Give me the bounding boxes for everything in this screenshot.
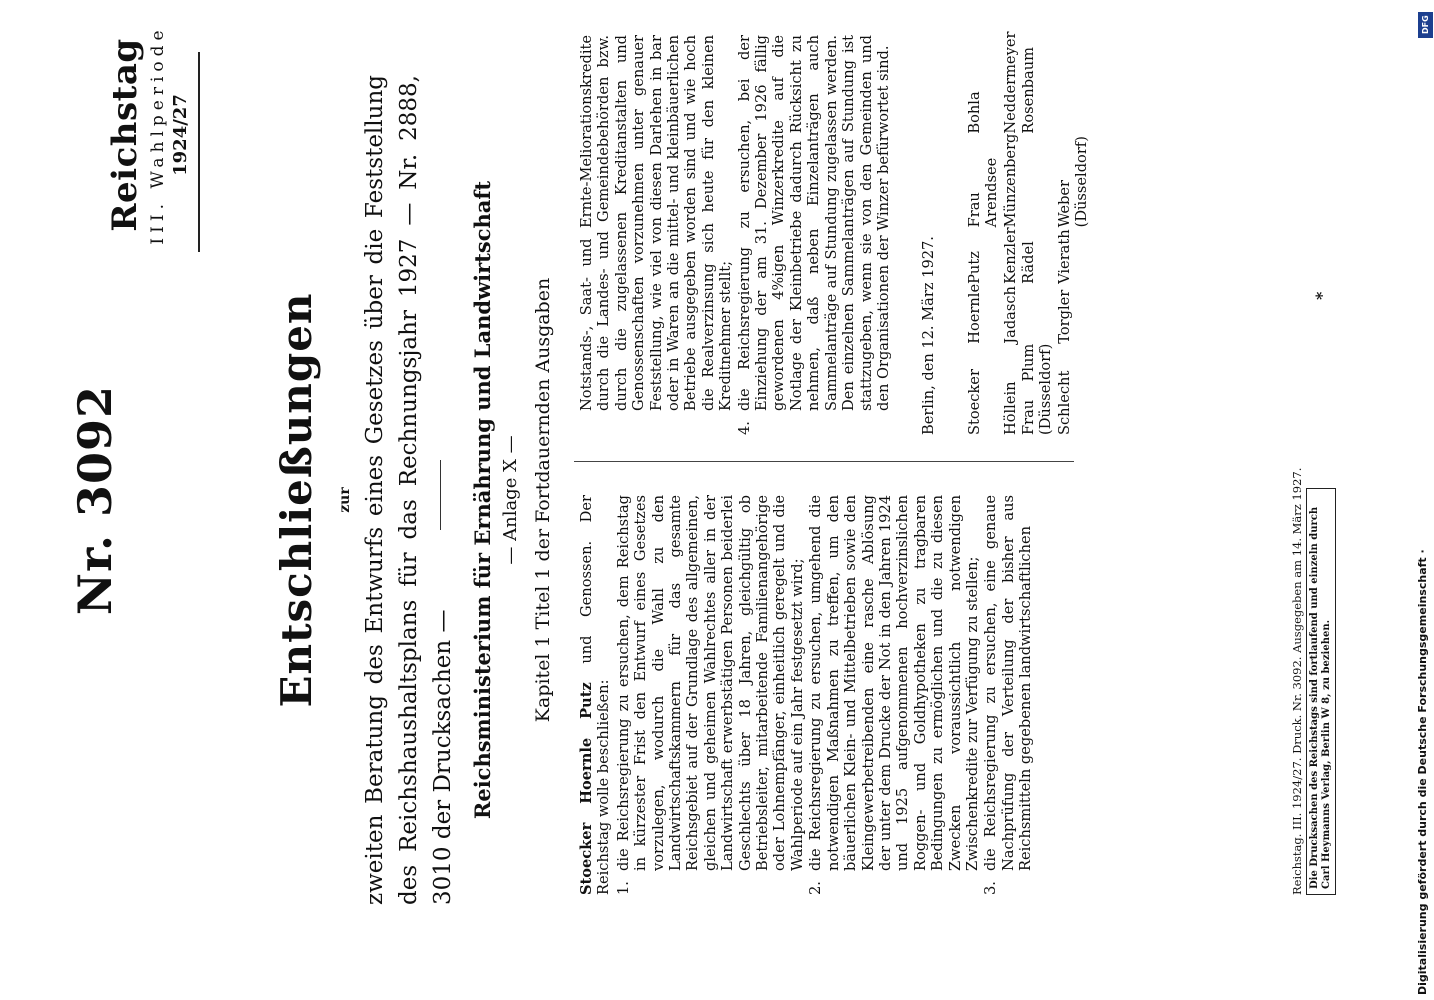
signature [1056, 32, 1091, 134]
star-mark: * [1312, 291, 1331, 300]
period-years: 1924/27 [170, 94, 191, 176]
item-number: 2. [807, 881, 825, 895]
dfg-logo: DFG [1418, 12, 1433, 38]
chapter-label: Kapitel 1 Titel 1 der Fortdauernden Ausgaben [532, 277, 554, 723]
document-title: Entschließungen [272, 292, 321, 708]
legislative-period: III. Wahlperiode [148, 25, 168, 245]
date-line: Berlin, den 12. März 1927. [920, 236, 938, 435]
signature [1020, 284, 1055, 344]
item-text: die Reichsregierung zu ersuchen, eine genaue Nachprüfung der Verteilung der bisher aus Reichsmitteln gegebenen landwirtschaftlichen [982, 495, 1035, 871]
signature: Neddermeyer [1001, 31, 1019, 134]
signature: Torgler [1055, 289, 1073, 344]
signature: Höllein [1001, 381, 1019, 435]
item-text: die Reichsregierung zu ersuchen, dem Reichstag in kürzester Frist den Entwurf eines Gesetzes vorzulegen, wodurch die Wahl zu den Landwirtschaftskammern für das gesamte Reichsgebiet auf der Grundlage des allgemeinen, gleichen und geheimen Wahlrechtes aller in der Landwirtschaft erwerbstätigen Personen beiderlei Geschlechts über 18 Jahren, gleichgültig ob Betriebsleiter, mitarbeitende Familienangehörige oder Lohnempfänger, einheitlich geregelt und die Wahlperiode auf ein Jahr festgesetzt wird; [614, 495, 806, 871]
signature: Weber (Düsseldorf) [1055, 136, 1091, 228]
signature: Kenzler [1001, 227, 1019, 284]
signature [1020, 134, 1055, 228]
signature: Bohla [965, 91, 983, 134]
annex-label: — Anlage X — [500, 435, 521, 565]
parliament-heading: Reichstag [105, 38, 145, 232]
signature: Rosenbaum [1019, 47, 1037, 134]
motion-item [807, 495, 981, 895]
signature: Vierath [1055, 229, 1073, 284]
signature: Putz [965, 251, 983, 284]
title-connector: zur [337, 487, 353, 513]
ministry-heading: Reichsministerium für Ernährung und Landwirtschaft [470, 180, 495, 820]
signature: Münzenberg [1001, 133, 1019, 228]
document-subtitle: zweiten Beratung des Entwurfs eines Gesetzes über die Feststellung des Reichshaushaltsplans für das Rechnungsjahr 1927 — Nr. 2888, 3010 der Drucksachen — [362, 75, 456, 905]
left-column [578, 495, 1036, 895]
signature: Frau Arendsee [965, 157, 1001, 228]
motion-intro-text: und Genossen. Der Reichstag wolle beschließen: [578, 495, 613, 895]
signature: Rädel [1019, 241, 1037, 284]
signature: Stoecker [965, 369, 983, 435]
item-number: 4. [735, 421, 753, 435]
motion-item [736, 35, 893, 435]
motion-proposers: Stoecker Hoernle Putz [578, 682, 595, 895]
item-text: die Reichsregierung zu ersuchen, umgehend die notwendigen Maßnahmen zu treffen, um den bäuerlichen Klein- und Mittelbetrieben sowie den Kleingewerbetreibenden eine rasche Ablösung der unter dem Drucke der Not in den Jahren 1924 und 1925 aufgenommenen hochverzinslichen Roggen- und Goldhypotheken zu tragbaren Bedingungen zu ermöglichen und die zu diesen Zwecken voraussichtlich notwendigen Zwischenkredite zur Verfügung zu stellen; [807, 495, 981, 871]
header-rule [198, 52, 200, 252]
item-continuation: Notstands-, Saat- und Ernte-Meliorationskredite durch die Landes- und Gemeindebehörden bzw. durch die zugelassenen Kreditanstalten und Genossenschaften vorzunehmen unter genauer Feststellung, wie viel von diesen Darlehen in bar oder in Waren an die mittel- und kleinbäuerlichen Betriebe ausgegeben worden sind und wie hoch die Realverzinsung sich heute für den kleinen Kreditnehmer stellt; [578, 35, 735, 411]
motion-item [615, 495, 806, 895]
signature: Schlecht [1055, 370, 1073, 435]
column-divider [574, 461, 1074, 462]
signature: Frau Plum (Düsseldorf) [1019, 343, 1055, 435]
signature-list [965, 31, 1091, 435]
item-number: 1. [614, 881, 632, 895]
signature: Jadasch [1001, 286, 1019, 344]
signature: Hoernle [965, 283, 983, 344]
separator-rule [440, 460, 441, 530]
item-text: die Reichsregierung zu ersuchen, bei der Einziehung der am 31. Dezember 1926 fällig gewordenen 4%igen Winzerkredite auf die Notlage der Kleinbetriebe dadurch Rücksicht zu nehmen, daß neben Einzelanträgen auch Sammelanträge auf Stundung zugelassen werden. Den einzelnen Sammelanträgen auf Stundung ist stattzugeben, wenn sie von den Gemeinden und den Organisationen der Winzer befürwortet sind. [735, 35, 892, 411]
digitization-credit: Digitalisierung gefördert durch die Deutsche Forschungsgemeinschaft · [1416, 549, 1429, 995]
item-number: 3. [982, 881, 1000, 895]
distribution-notice: Die Drucksachen des Reichstags sind fortlaufend und einzeln durch Carl Heymanns Verlag, Berlin W 8, zu beziehen. [1306, 488, 1336, 895]
document-number: Nr. 3092 [68, 384, 122, 616]
motion-item [982, 495, 1034, 895]
print-info: Reichstag. III. 1924/27. Druck. Nr. 3092. Ausgegeben am 14. März 1927. [1290, 467, 1304, 895]
right-column [578, 31, 1091, 435]
motion-intro [578, 495, 613, 895]
